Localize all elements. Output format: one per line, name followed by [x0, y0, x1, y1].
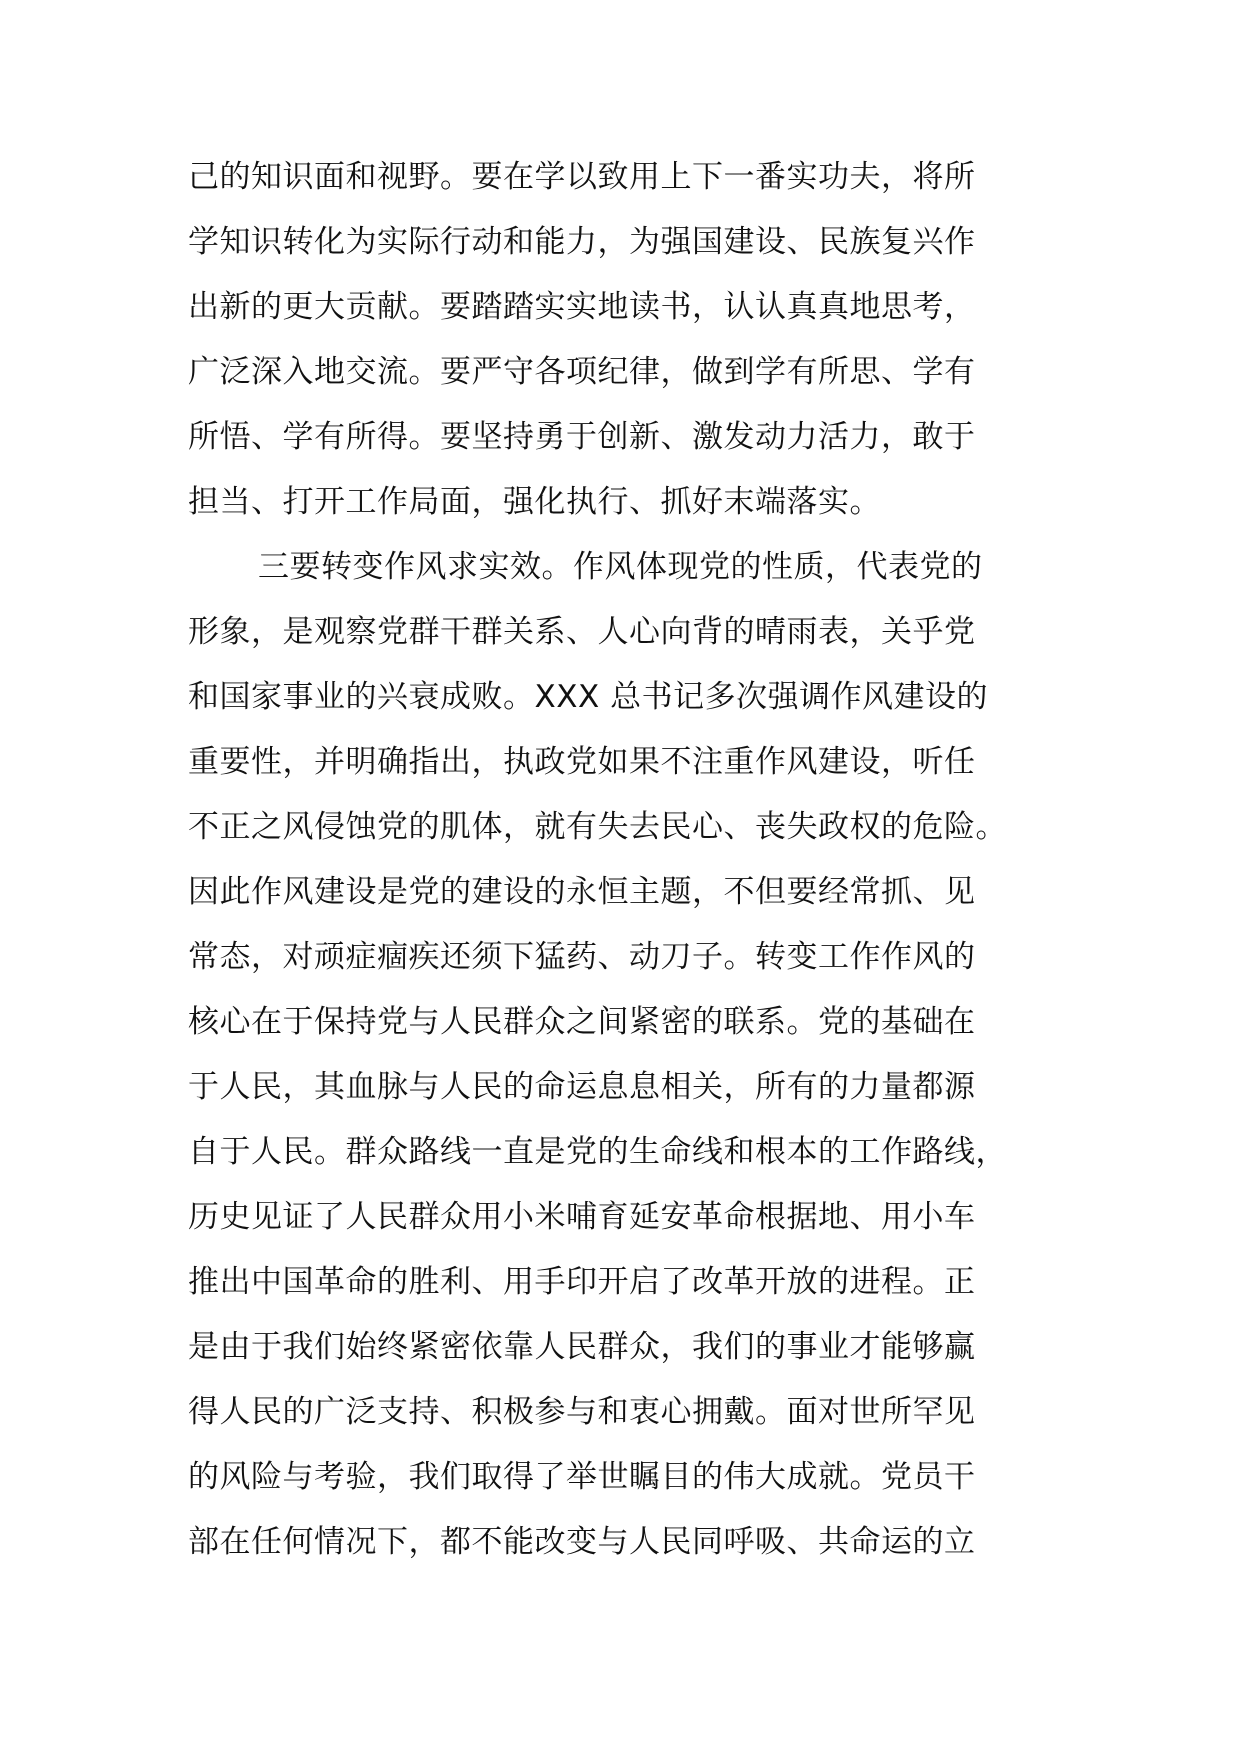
text-line: 己的知识面和视野。要在学以致用上下一番实功夫，将所 [188, 159, 976, 195]
paragraph-first-line: 三要转变作风求实效。作风体现党的性质，代表党的 [258, 549, 983, 585]
text-line: 学知识转化为实际行动和能力，为强国建设、民族复兴作 [188, 224, 976, 260]
text-line: 历史见证了人民群众用小米哺育延安革命根据地、用小车 [188, 1199, 976, 1235]
text-line: 的风险与考验，我们取得了举世瞩目的伟大成就。党员干 [188, 1459, 976, 1495]
text-line: 常态，对顽症痼疾还须下猛药、动刀子。转变工作作风的 [188, 939, 976, 975]
text-line: 重要性，并明确指出，执政党如果不注重作风建设，听任 [188, 744, 976, 780]
text-line: 所悟、学有所得。要坚持勇于创新、激发动力活力，敢于 [188, 419, 976, 455]
text-line: 推出中国革命的胜利、用手印开启了改革开放的进程。正 [188, 1264, 976, 1300]
text-line: 不正之风侵蚀党的肌体，就有失去民心、丧失政权的危险。 [188, 809, 1007, 845]
paragraph-three [188, 535, 1068, 1575]
text-line: 于人民，其血脉与人民的命运息息相关，所有的力量都源 [188, 1069, 976, 1105]
text-line: 得人民的广泛支持、积极参与和衷心拥戴。面对世所罕见 [188, 1394, 976, 1430]
text-line: 和国家事业的兴衰成败。XXX 总书记多次强调作风建设的 [188, 679, 989, 715]
text-line: 部在任何情况下，都不能改变与人民同呼吸、共命运的立 [188, 1524, 976, 1560]
text-line: 形象，是观察党群干群关系、人心向背的晴雨表，关乎党 [188, 614, 976, 650]
text-line: 核心在于保持党与人民群众之间紧密的联系。党的基础在 [188, 1004, 976, 1040]
text-line: 因此作风建设是党的建设的永恒主题，不但要经常抓、见 [188, 874, 976, 910]
text-line: 是由于我们始终紧密依靠人民群众，我们的事业才能够赢 [188, 1329, 976, 1365]
text-line: 广泛深入地交流。要严守各项纪律，做到学有所思、学有 [188, 354, 976, 390]
paragraph-continued [188, 145, 1068, 535]
text-line: 担当、打开工作局面，强化执行、抓好末端落实。 [188, 484, 881, 520]
text-line: 出新的更大贡献。要踏踏实实地读书，认认真真地思考， [188, 289, 976, 325]
text-line: 自于人民。群众路线一直是党的生命线和根本的工作路线， [188, 1134, 1007, 1170]
